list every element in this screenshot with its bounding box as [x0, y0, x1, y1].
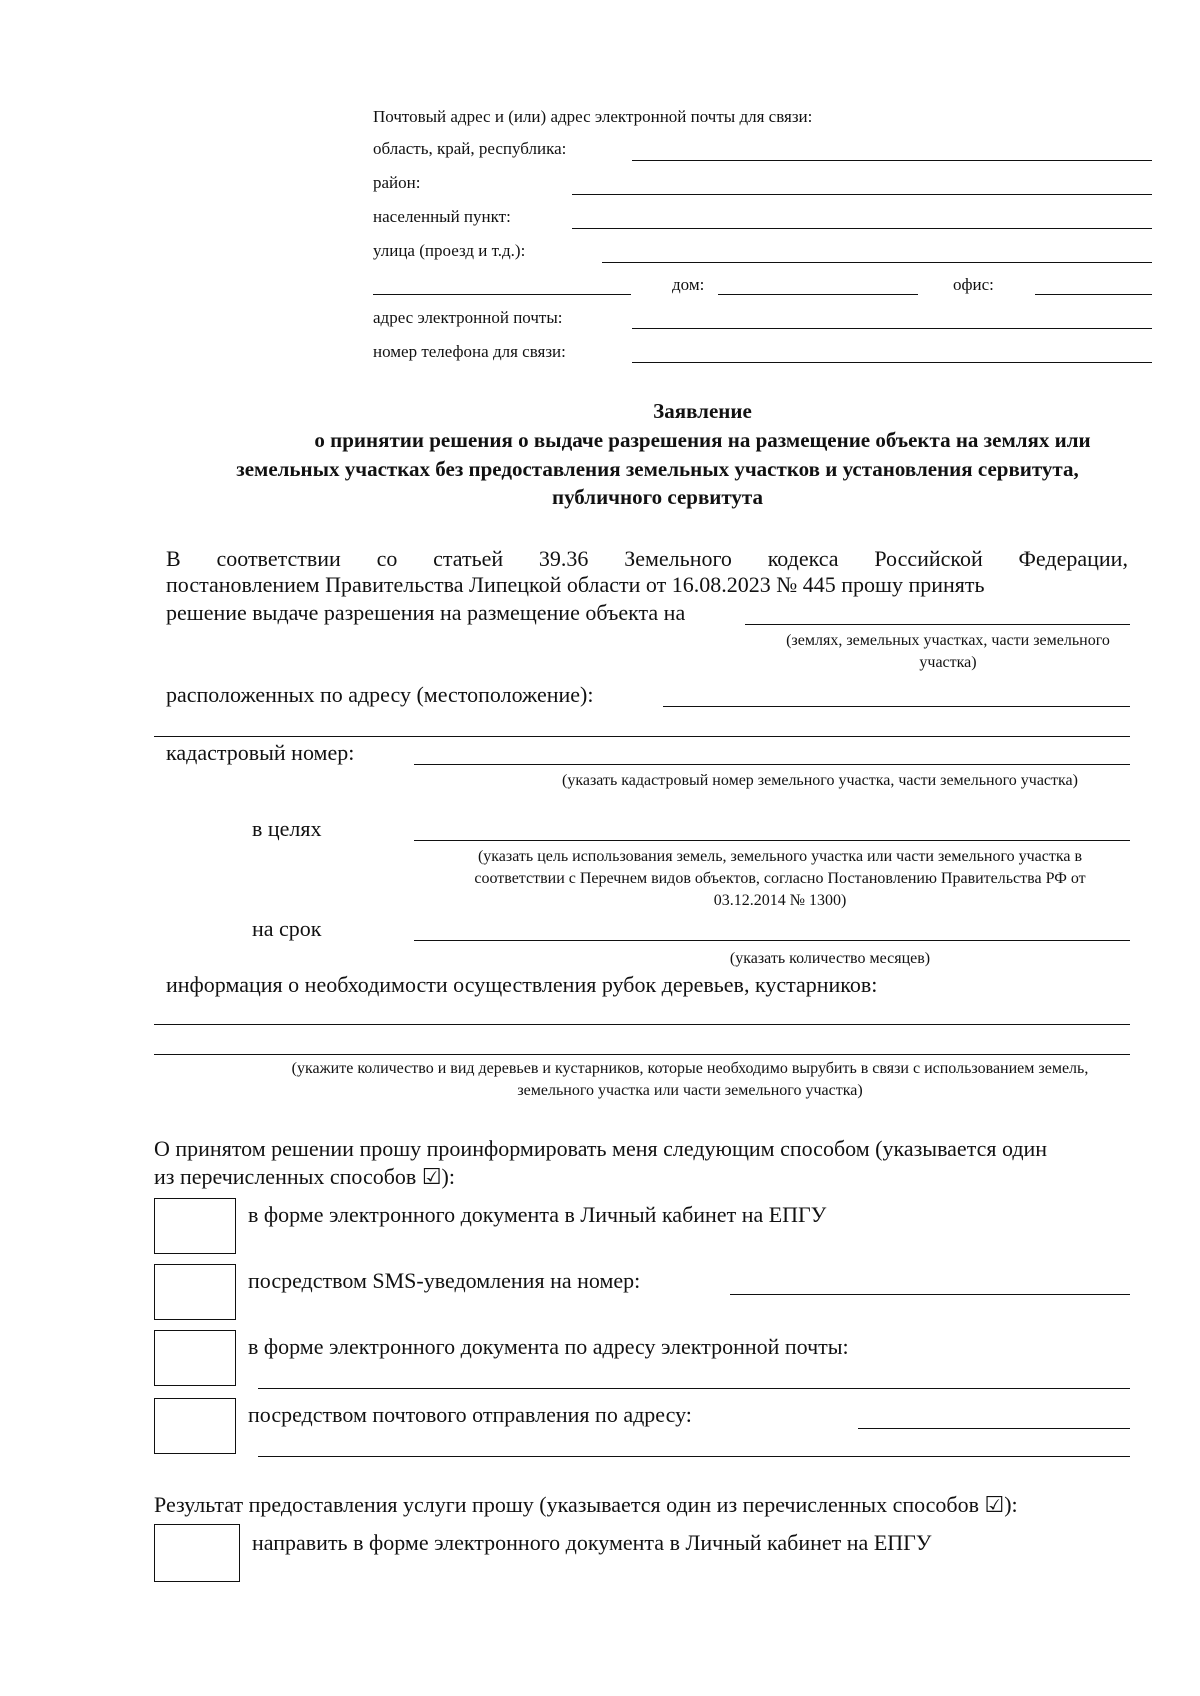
- note-lands: (землях, земельных участках, части земельного участка): [786, 632, 1110, 671]
- street-label: улица (проезд и т.д.):: [373, 241, 526, 260]
- p1-word: 39.36: [538, 546, 589, 571]
- lands-input-line[interactable]: [745, 624, 1130, 625]
- p1-word: Федерации,: [1018, 546, 1128, 571]
- region-label: область, край, республика:: [373, 139, 567, 158]
- trees-label: информация о необходимости осуществления рубок деревьев, кустарников:: [166, 972, 878, 997]
- doc-subtitle-line1: о принятии решения о выдаче разрешения на размещение объекта на землях или: [314, 428, 1091, 452]
- notify-intro-line1: О принятом решении прошу проинформировать меня следующим способом (указывается один: [154, 1136, 1048, 1161]
- post-address-continuation-line[interactable]: [258, 1456, 1130, 1457]
- trees-input-line-1[interactable]: [154, 1024, 1130, 1025]
- result-option-epgu-checkbox[interactable]: [154, 1524, 240, 1582]
- street-continuation-line[interactable]: [373, 294, 631, 295]
- district-label: район:: [373, 173, 421, 192]
- para1-line2: постановлением Правительства Липецкой области от 16.08.2023 № 445 прошу принять: [166, 572, 985, 597]
- email-label: адрес электронной почты:: [373, 308, 563, 327]
- notify-option-email-checkbox[interactable]: [154, 1330, 236, 1386]
- address-label: расположенных по адресу (местоположение):: [166, 682, 594, 707]
- email-address-input-line[interactable]: [258, 1388, 1130, 1389]
- result-intro: Результат предоставления услуги прошу (указывается один из перечисленных способов ☑):: [154, 1492, 1018, 1517]
- notify-option-sms-label: посредством SMS-уведомления на номер:: [248, 1268, 641, 1293]
- contact-header: Почтовый адрес и (или) адрес электронной почты для связи:: [373, 107, 813, 126]
- term-label: на срок: [252, 916, 322, 941]
- region-input-line[interactable]: [632, 160, 1152, 161]
- p1-word: Российской: [874, 546, 983, 571]
- p1-word: кодекса: [767, 546, 839, 571]
- p1-word: В: [166, 546, 181, 571]
- purpose-input-line[interactable]: [414, 840, 1130, 841]
- note-cadastral: (указать кадастровый номер земельного участка, части земельного участка): [562, 772, 1078, 789]
- p1-word: Земельного: [624, 546, 732, 571]
- purpose-label: в целях: [252, 816, 322, 841]
- doc-title: Заявление: [653, 399, 752, 423]
- locality-label: населенный пункт:: [373, 207, 511, 226]
- result-option-epgu-label: направить в форме электронного документа в Личный кабинет на ЕПГУ: [252, 1530, 932, 1555]
- district-input-line[interactable]: [572, 194, 1152, 195]
- notify-option-epgu-checkbox[interactable]: [154, 1198, 236, 1254]
- cadastral-input-line[interactable]: [414, 764, 1130, 765]
- street-input-line[interactable]: [602, 262, 1152, 263]
- sms-number-input-line[interactable]: [730, 1294, 1130, 1295]
- phone-label: номер телефона для связи:: [373, 342, 566, 361]
- para1-line3: решение выдаче разрешения на размещение объекта на: [166, 600, 686, 625]
- address-continuation-line[interactable]: [154, 736, 1130, 737]
- office-input-line[interactable]: [1035, 294, 1152, 295]
- para1-line1: [166, 546, 1128, 572]
- cadastral-label: кадастровый номер:: [166, 740, 355, 765]
- doc-subtitle-line3: публичного сервитута: [551, 485, 763, 509]
- note-purpose: (указать цель использования земель, земельного участка или части земельного участка в соответствии с Перечнем видов объектов, согласно Постановлению Правительства РФ от 03.12.2014 № 1300): [474, 848, 1086, 909]
- notify-option-email-label: в форме электронного документа по адресу электронной почты:: [248, 1334, 849, 1359]
- house-input-line[interactable]: [718, 294, 918, 295]
- notify-option-sms-checkbox[interactable]: [154, 1264, 236, 1320]
- notify-intro-line2: из перечисленных способов ☑):: [154, 1164, 455, 1189]
- locality-input-line[interactable]: [572, 228, 1152, 229]
- house-label: дом:: [672, 275, 705, 294]
- p1-word: соответствии: [216, 546, 341, 571]
- note-trees: (укажите количество и вид деревьев и кустарников, которые необходимо вырубить в связи с использованием земель, земельного участка или части земельного участка): [291, 1060, 1089, 1099]
- trees-input-line-2[interactable]: [154, 1054, 1130, 1055]
- notify-option-epgu-label: в форме электронного документа в Личный кабинет на ЕПГУ: [248, 1202, 827, 1227]
- email-input-line[interactable]: [632, 328, 1152, 329]
- term-input-line[interactable]: [414, 940, 1130, 941]
- phone-input-line[interactable]: [632, 362, 1152, 363]
- address-input-line[interactable]: [663, 706, 1130, 707]
- notify-option-post-label: посредством почтового отправления по адресу:: [248, 1402, 692, 1427]
- office-label: офис:: [953, 275, 994, 294]
- notify-option-post-checkbox[interactable]: [154, 1398, 236, 1454]
- note-term: (указать количество месяцев): [729, 950, 931, 967]
- p1-word: статьей: [433, 546, 504, 571]
- doc-subtitle-line2: земельных участках без предоставления земельных участков и установления сервитута,: [236, 457, 1079, 481]
- p1-word: со: [376, 546, 398, 571]
- post-address-input-line[interactable]: [858, 1428, 1130, 1429]
